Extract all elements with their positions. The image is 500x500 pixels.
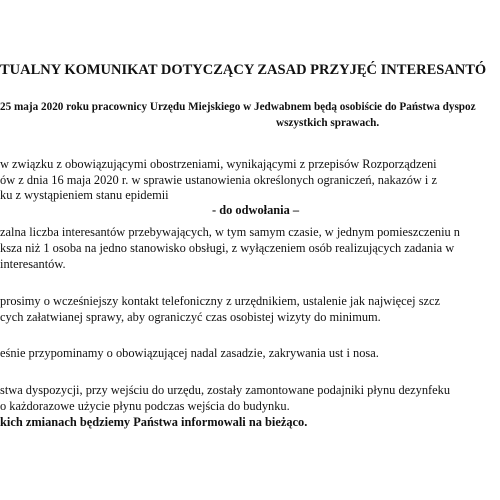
closing-line: kich zmianach będziemy Państwa informowali na bieżąco. [0, 415, 308, 429]
paragraph-1-line-1: w związku z obowiązującymi obostrzeniami, wynikającymi z przepisów Rozporządzeni [0, 157, 437, 171]
paragraph-1-line-2: ów z dnia 16 maja 2020 r. w sprawie ustanowienia określonych ograniczeń, nakazów i z [0, 173, 437, 187]
paragraph-3-line-1: prosimy o wcześniejszy kontakt telefoniczny z urzędnikiem, ustalenie jak najwięcej szcz [0, 294, 441, 308]
until-revoked-label: - do odwołania – [212, 203, 300, 217]
paragraph-2-line-3: interesantów. [0, 257, 66, 271]
paragraph-5-line-2: o każdorazowe użycie płynu podczas wejścia do budynku. [0, 399, 290, 413]
paragraph-5-line-1: stwa dyspozycji, przy wejściu do urzędu, zostały zamontowane podajniki płynu dezynfeku [0, 383, 451, 397]
intro-line-2: wszystkich sprawach. [276, 117, 380, 129]
intro-line-1: 25 maja 2020 roku pracownicy Urzędu Miejskiego w Jedwabnem będą osobiście do Państwa dyspoz [0, 101, 476, 113]
paragraph-1-line-3: ku z wystąpieniem stanu epidemii [0, 188, 169, 202]
paragraph-2-line-1: zalna liczba interesantów przebywających, w tym samym czasie, w jednym pomieszczeniu n [0, 225, 460, 239]
paragraph-4-line-1: eśnie przypominamy o obowiązującej nadal zasadzie, zakrywania ust i nosa. [0, 346, 379, 360]
paragraph-2-line-2: ksza niż 1 osoba na jedno stanowisko obsługi, z wyłączeniem osób realizujących zadania w [0, 241, 455, 255]
document-title: TUALNY KOMUNIKAT DOTYCZĄCY ZASAD PRZYJĘĆ INTERESANTÓ [0, 62, 487, 78]
paragraph-3-line-2: cych załatwianej sprawy, aby ograniczyć czas osobistej wizyty do minimum. [0, 310, 381, 324]
